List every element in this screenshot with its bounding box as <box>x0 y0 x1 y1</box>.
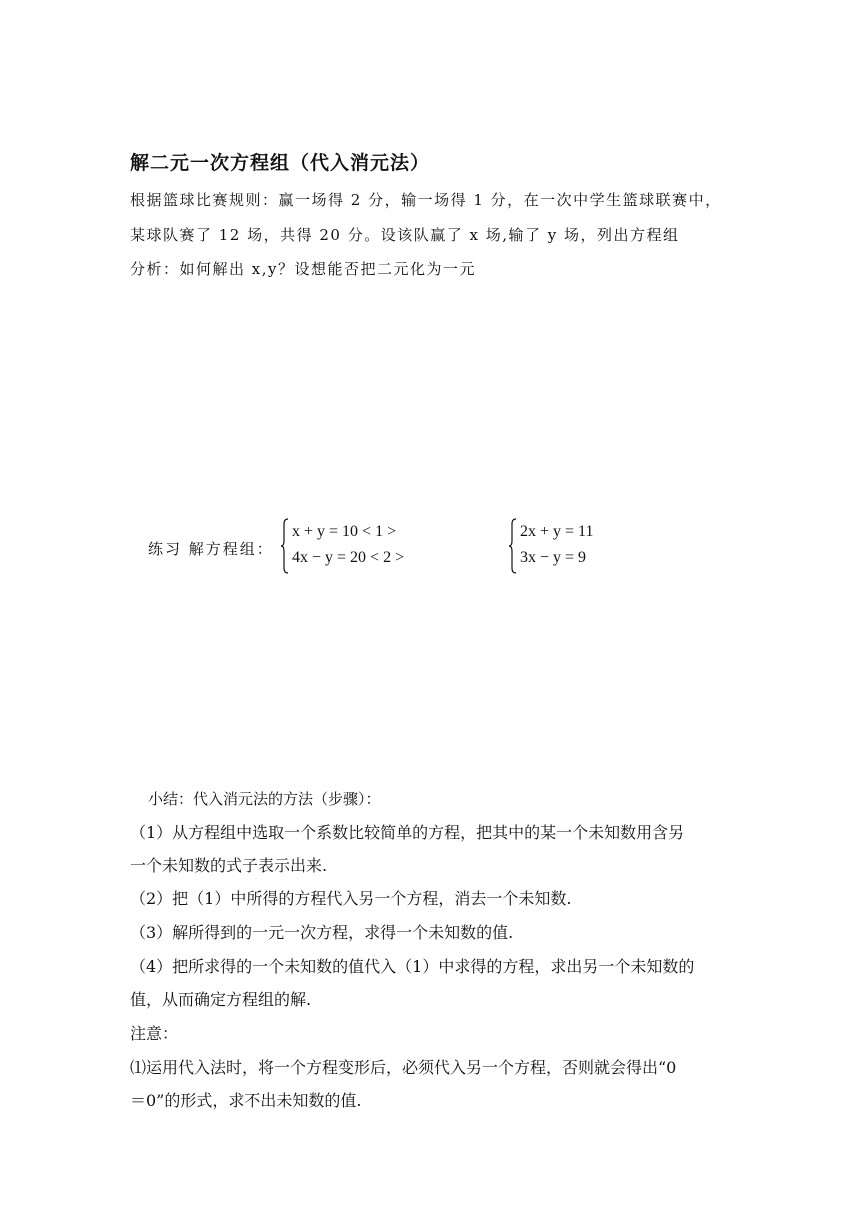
system-1-equation-2: 4x − y = 20 < 2 > <box>292 549 405 566</box>
equation-system-2 <box>508 518 628 576</box>
note-item-1-line-2: ＝0”的形式，求不出未知数的值. <box>130 1091 362 1110</box>
summary-step-4-line-1: （4）把所求得的一个未知数的值代入（1）中求得的方程，求出另一个未知数的 <box>130 957 695 976</box>
summary-step-3: （3）解所得到的一元一次方程，求得一个未知数的值. <box>130 923 514 942</box>
page-title: 解二元一次方程组（代入消元法） <box>130 152 431 174</box>
summary-step-1-line-2: 一个未知数的式子表示出来. <box>130 856 328 875</box>
equation-system-1 <box>280 518 440 576</box>
analysis-line: 分析：如何解出 x,y？设想能否把二元化为一元 <box>130 260 476 278</box>
summary-heading: 小结：代入消元法的方法（步骤）： <box>148 790 381 808</box>
summary-step-1-line-1: （1）从方程组中选取一个系数比较简单的方程，把其中的某一个未知数用含另 <box>130 823 685 842</box>
system-1-equation-1: x + y = 10 < 1 > <box>292 523 397 540</box>
left-brace-icon <box>508 518 518 574</box>
summary-step-4-line-2: 值，从而确定方程组的解. <box>130 990 312 1009</box>
system-2-equation-1: 2x + y = 11 <box>520 523 594 540</box>
practice-label: 练习 解方程组： <box>148 540 274 558</box>
note-item-1-line-1: ⑴运用代入法时，将一个方程变形后，必须代入另一个方程，否则就会得出“0 <box>130 1058 677 1077</box>
intro-line-1: 根据篮球比赛规则：赢一场得 2 分，输一场得 1 分，在一次中学生篮球联赛中， <box>130 191 722 209</box>
summary-step-2: （2）把（1）中所得的方程代入另一个方程，消去一个未知数. <box>130 889 572 908</box>
note-heading: 注意： <box>130 1024 179 1043</box>
left-brace-icon <box>280 518 290 574</box>
intro-line-2: 某球队赛了 12 场，共得 20 分。设该队赢了 x 场,输了 y 场，列出方程组 <box>130 226 680 244</box>
system-2-equation-2: 3x − y = 9 <box>520 549 587 566</box>
